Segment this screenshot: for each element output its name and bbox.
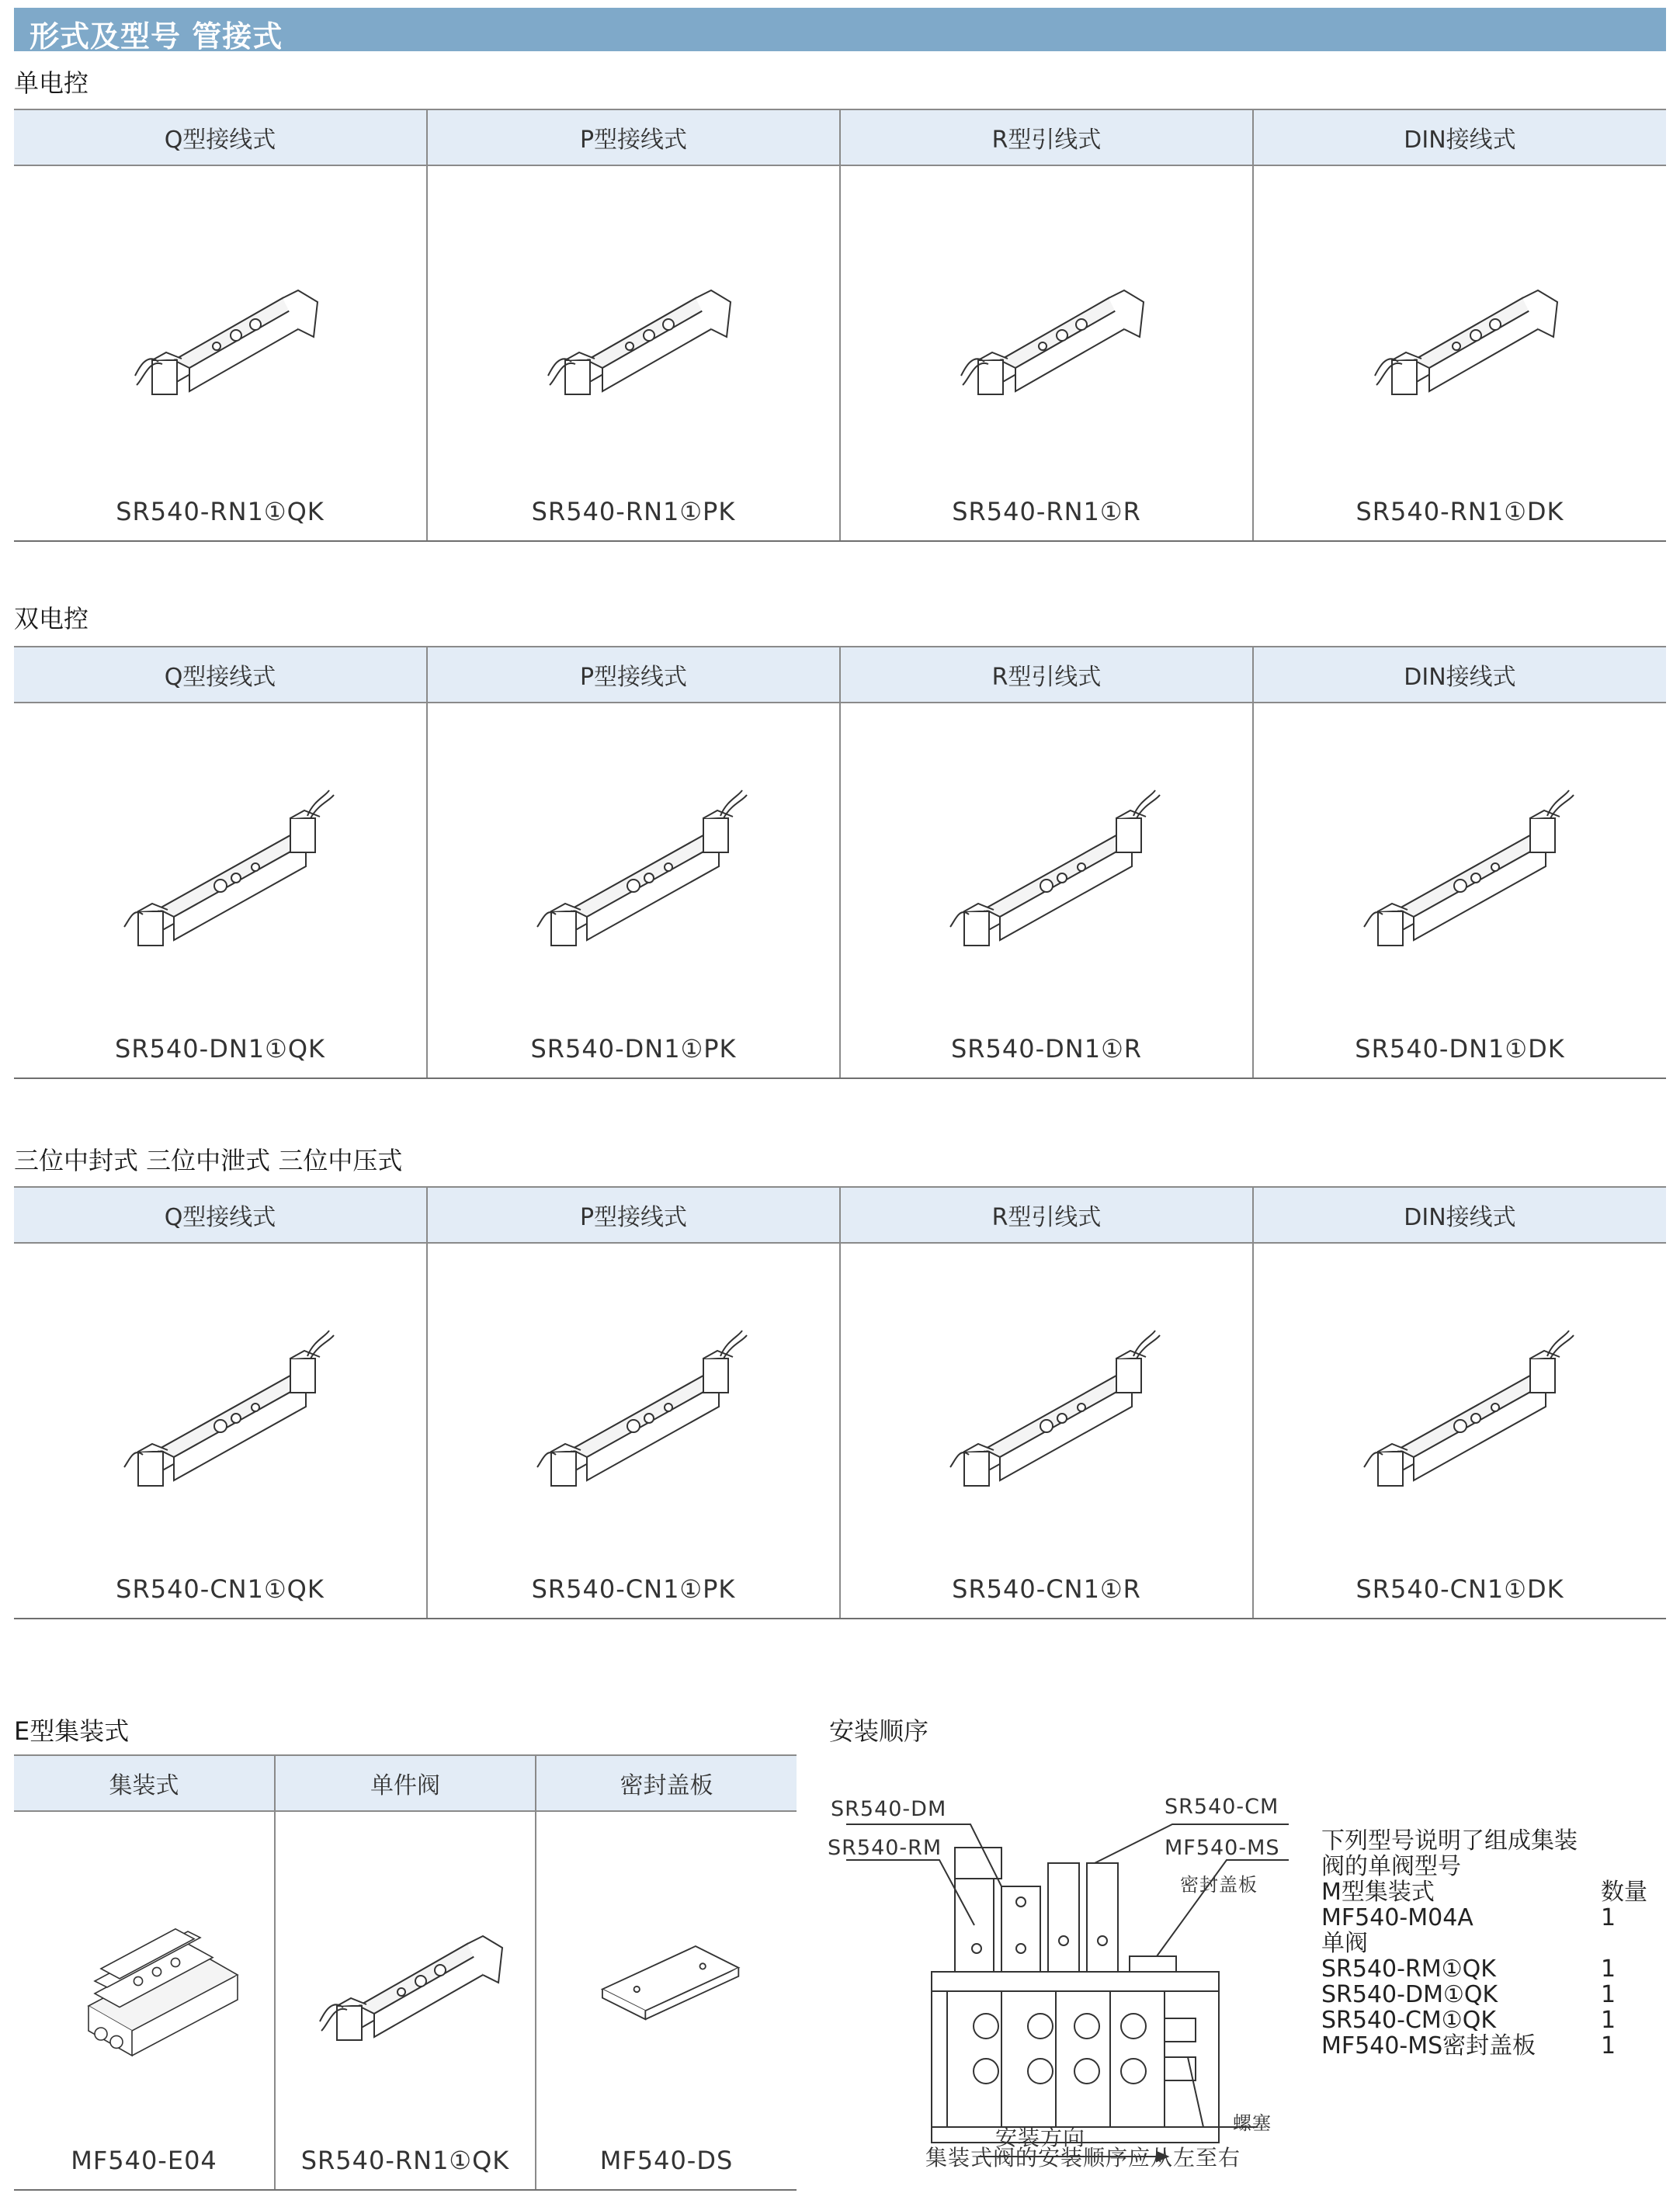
valve-image <box>1254 1298 1666 1515</box>
install-caption: 集装式阀的安装顺序应从左至右 <box>925 2145 1241 2171</box>
single-solenoid-table <box>14 109 1666 542</box>
product-cell <box>14 1243 427 1619</box>
valve-image <box>14 758 426 975</box>
product-cell <box>427 703 840 1078</box>
install-notes <box>1321 1828 1647 2059</box>
notes-item-qty: 1 <box>1601 2032 1616 2060</box>
product-cell <box>14 165 427 541</box>
label-sr540-dm: SR540-DM <box>831 1797 947 1821</box>
model-number: SR540-RN1①DK <box>1355 497 1564 526</box>
header-p-type: P型接线式 <box>427 647 840 703</box>
valve-image <box>14 220 426 438</box>
valve-image <box>841 220 1252 438</box>
label-mf540-ms: MF540-MS <box>1165 1836 1280 1860</box>
product-cell <box>275 1811 536 2190</box>
header-r-type: R型引线式 <box>840 647 1253 703</box>
label-install-direction: 安装方向 <box>995 2125 1086 2150</box>
product-cell <box>536 1811 797 2190</box>
product-cell <box>14 703 427 1078</box>
model-number: SR540-RN1①R <box>952 497 1141 526</box>
header-q-type: Q型接线式 <box>14 109 427 165</box>
model-number: MF540-E04 <box>71 2146 217 2175</box>
notes-item-qty <box>1601 1931 1647 1956</box>
header-manifold: 集装式 <box>14 1755 275 1811</box>
install-diagram <box>823 1795 1304 2174</box>
product-cell <box>427 165 840 541</box>
valve-image <box>841 758 1252 975</box>
blank-plate-image <box>536 1866 797 2084</box>
header-din-type: DIN接线式 <box>1253 1187 1666 1243</box>
product-cell <box>1253 1243 1666 1619</box>
notes-item-qty: 1 <box>1601 2007 1616 2034</box>
notes-intro-line1: 下列型号说明了组成集装 <box>1321 1827 1578 1855</box>
label-plug: 螺塞 <box>1233 2112 1272 2134</box>
header-blank-plate: 密封盖板 <box>536 1755 797 1811</box>
notes-item <box>1321 2033 1647 2059</box>
manifold-table <box>14 1754 797 2191</box>
title-bar <box>14 8 1666 54</box>
label-blank-plate: 密封盖板 <box>1180 1874 1258 1896</box>
notes-col-qty: 数量 <box>1601 1879 1647 1906</box>
product-cell <box>1253 165 1666 541</box>
product-cell <box>840 703 1253 1078</box>
notes-col-type: M型集装式 <box>1321 1879 1435 1906</box>
model-number: SR540-DN1①DK <box>1355 1034 1565 1064</box>
notes-item-name: MF540-MS密封盖板 <box>1321 2032 1536 2060</box>
model-number: SR540-DN1①QK <box>115 1034 325 1064</box>
header-single-valve: 单件阀 <box>275 1755 536 1811</box>
three-position-table <box>14 1186 1666 1619</box>
section-label-double: 双电控 <box>14 604 89 633</box>
header-din-type: DIN接线式 <box>1253 647 1666 703</box>
notes-item-name: SR540-CM①QK <box>1321 2007 1496 2034</box>
model-number: SR540-RN1①PK <box>531 497 736 526</box>
notes-intro-line2: 阀的单阀型号 <box>1321 1853 1461 1880</box>
product-cell <box>840 165 1253 541</box>
valve-image <box>428 220 839 438</box>
notes-item <box>1321 1931 1647 1956</box>
model-number: SR540-CN1①QK <box>116 1574 325 1604</box>
page-title: 形式及型号 管接式 <box>30 19 283 54</box>
valve-image <box>428 1298 839 1515</box>
notes-item <box>1321 1982 1647 2007</box>
header-p-type: P型接线式 <box>427 1187 840 1243</box>
section-label-single: 单电控 <box>14 68 89 98</box>
valve-image <box>428 758 839 975</box>
model-number: SR540-CN1①R <box>952 1574 1141 1604</box>
header-q-type: Q型接线式 <box>14 1187 427 1243</box>
notes-item-qty: 1 <box>1601 1955 1616 1983</box>
notes-item-qty: 1 <box>1601 1904 1616 1931</box>
model-number: SR540-DN1①R <box>950 1034 1143 1064</box>
notes-item-name: SR540-DM①QK <box>1321 1981 1498 2008</box>
model-number: SR540-RN1①QK <box>116 497 325 526</box>
header-din-type: DIN接线式 <box>1253 109 1666 165</box>
manifold-image <box>14 1866 274 2084</box>
notes-item <box>1321 1905 1647 1931</box>
model-number: SR540-RN1①QK <box>300 2146 510 2175</box>
valve-image <box>841 1298 1252 1515</box>
notes-header-row <box>1321 1879 1647 1905</box>
header-r-type: R型引线式 <box>840 1187 1253 1243</box>
notes-item-name: MF540-M04A <box>1321 1904 1473 1931</box>
product-cell <box>427 1243 840 1619</box>
product-cell <box>840 1243 1253 1619</box>
notes-item-name: SR540-RM①QK <box>1321 1955 1496 1983</box>
section-label-manifold: E型集装式 <box>14 1716 130 1746</box>
notes-item <box>1321 1956 1647 1982</box>
double-solenoid-table <box>14 646 1666 1079</box>
header-p-type: P型接线式 <box>427 109 840 165</box>
model-number: MF540-DS <box>599 2146 734 2175</box>
label-sr540-rm: SR540-RM <box>828 1836 942 1860</box>
product-cell <box>14 1811 275 2190</box>
header-q-type: Q型接线式 <box>14 647 427 703</box>
label-sr540-cm: SR540-CM <box>1165 1795 1279 1819</box>
section-label-three-position: 三位中封式 三位中泄式 三位中压式 <box>14 1146 403 1175</box>
install-order-title: 安装顺序 <box>829 1716 929 1746</box>
notes-item-name: 单阀 <box>1321 1930 1368 1957</box>
valve-image <box>1254 220 1666 438</box>
notes-item <box>1321 2007 1647 2033</box>
model-number: SR540-DN1①PK <box>530 1034 737 1064</box>
header-r-type: R型引线式 <box>840 109 1253 165</box>
model-number: SR540-CN1①PK <box>531 1574 736 1604</box>
valve-image <box>14 1298 426 1515</box>
model-number: SR540-CN1①DK <box>1355 1574 1564 1604</box>
valve-image <box>276 1866 535 2084</box>
notes-item-qty: 1 <box>1601 1981 1616 2008</box>
product-cell <box>1253 703 1666 1078</box>
valve-image <box>1254 758 1666 975</box>
